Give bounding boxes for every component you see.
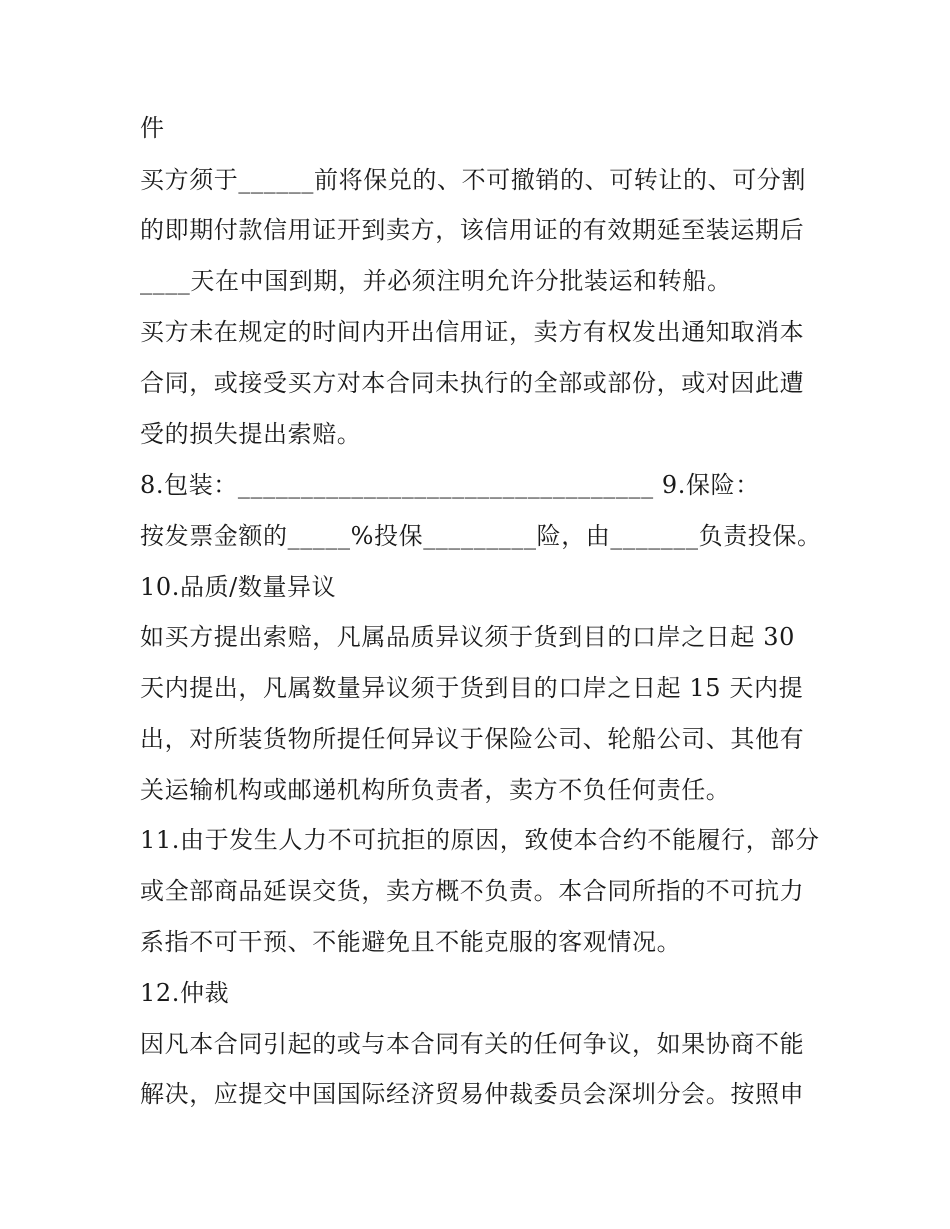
line-insurance-clause: 按发票金额的_____%投保_________险，由_______负责投保。	[140, 522, 822, 550]
line-force-majeure-2: 或全部商品延误交货，卖方概不负责。本合同所指的不可抗力	[140, 877, 805, 905]
line-quality-clause-2: 天内提出，凡属数量异议须于货到目的口岸之日起 15 天内提	[140, 674, 804, 702]
line-force-majeure-3: 系指不可干预、不能避免且不能克服的客观情况。	[140, 928, 682, 956]
line-lc-clause-1: 买方须于______前将保兑的、不可撤销的、可转让的、可分割	[140, 166, 806, 194]
line-continuation-jian: 件	[140, 114, 165, 142]
line-force-majeure-1: 11.由于发生人力不可抗拒的原因，致使本合约不能履行，部分	[140, 826, 820, 854]
line-packing-insurance-heading: 8.包装：_________________________________ 9.保险：	[140, 471, 760, 499]
line-arbitration-clause-1: 因凡本合同引起的或与本合同有关的任何争议，如果协商不能	[140, 1030, 805, 1058]
line-quality-clause-1: 如买方提出索赔，凡属品质异议须于货到目的口岸之日起 30	[140, 623, 795, 651]
line-quality-quantity-heading: 10.品质/数量异议	[140, 573, 337, 601]
line-quality-clause-4: 关运输机构或邮递机构所负责者，卖方不负任何责任。	[140, 776, 731, 804]
line-arbitration-clause-2: 解决，应提交中国国际经济贸易仲裁委员会深圳分会。按照申	[140, 1080, 805, 1108]
line-lc-clause-3: ____天在中国到期，并必须注明允许分批装运和转船。	[140, 267, 732, 295]
line-quality-clause-3: 出，对所装货物所提任何异议于保险公司、轮船公司、其他有	[140, 725, 805, 753]
line-lc-cancel-2: 合同，或接受买方对本合同未执行的全部或部份，或对因此遭	[140, 369, 805, 397]
line-arbitration-heading: 12.仲裁	[140, 979, 230, 1007]
line-lc-cancel-3: 受的损失提出索赔。	[140, 420, 362, 448]
line-lc-clause-2: 的即期付款信用证开到卖方，该信用证的有效期延至装运期后	[140, 216, 805, 244]
line-lc-cancel-1: 买方未在规定的时间内开出信用证，卖方有权发出通知取消本	[140, 318, 805, 346]
